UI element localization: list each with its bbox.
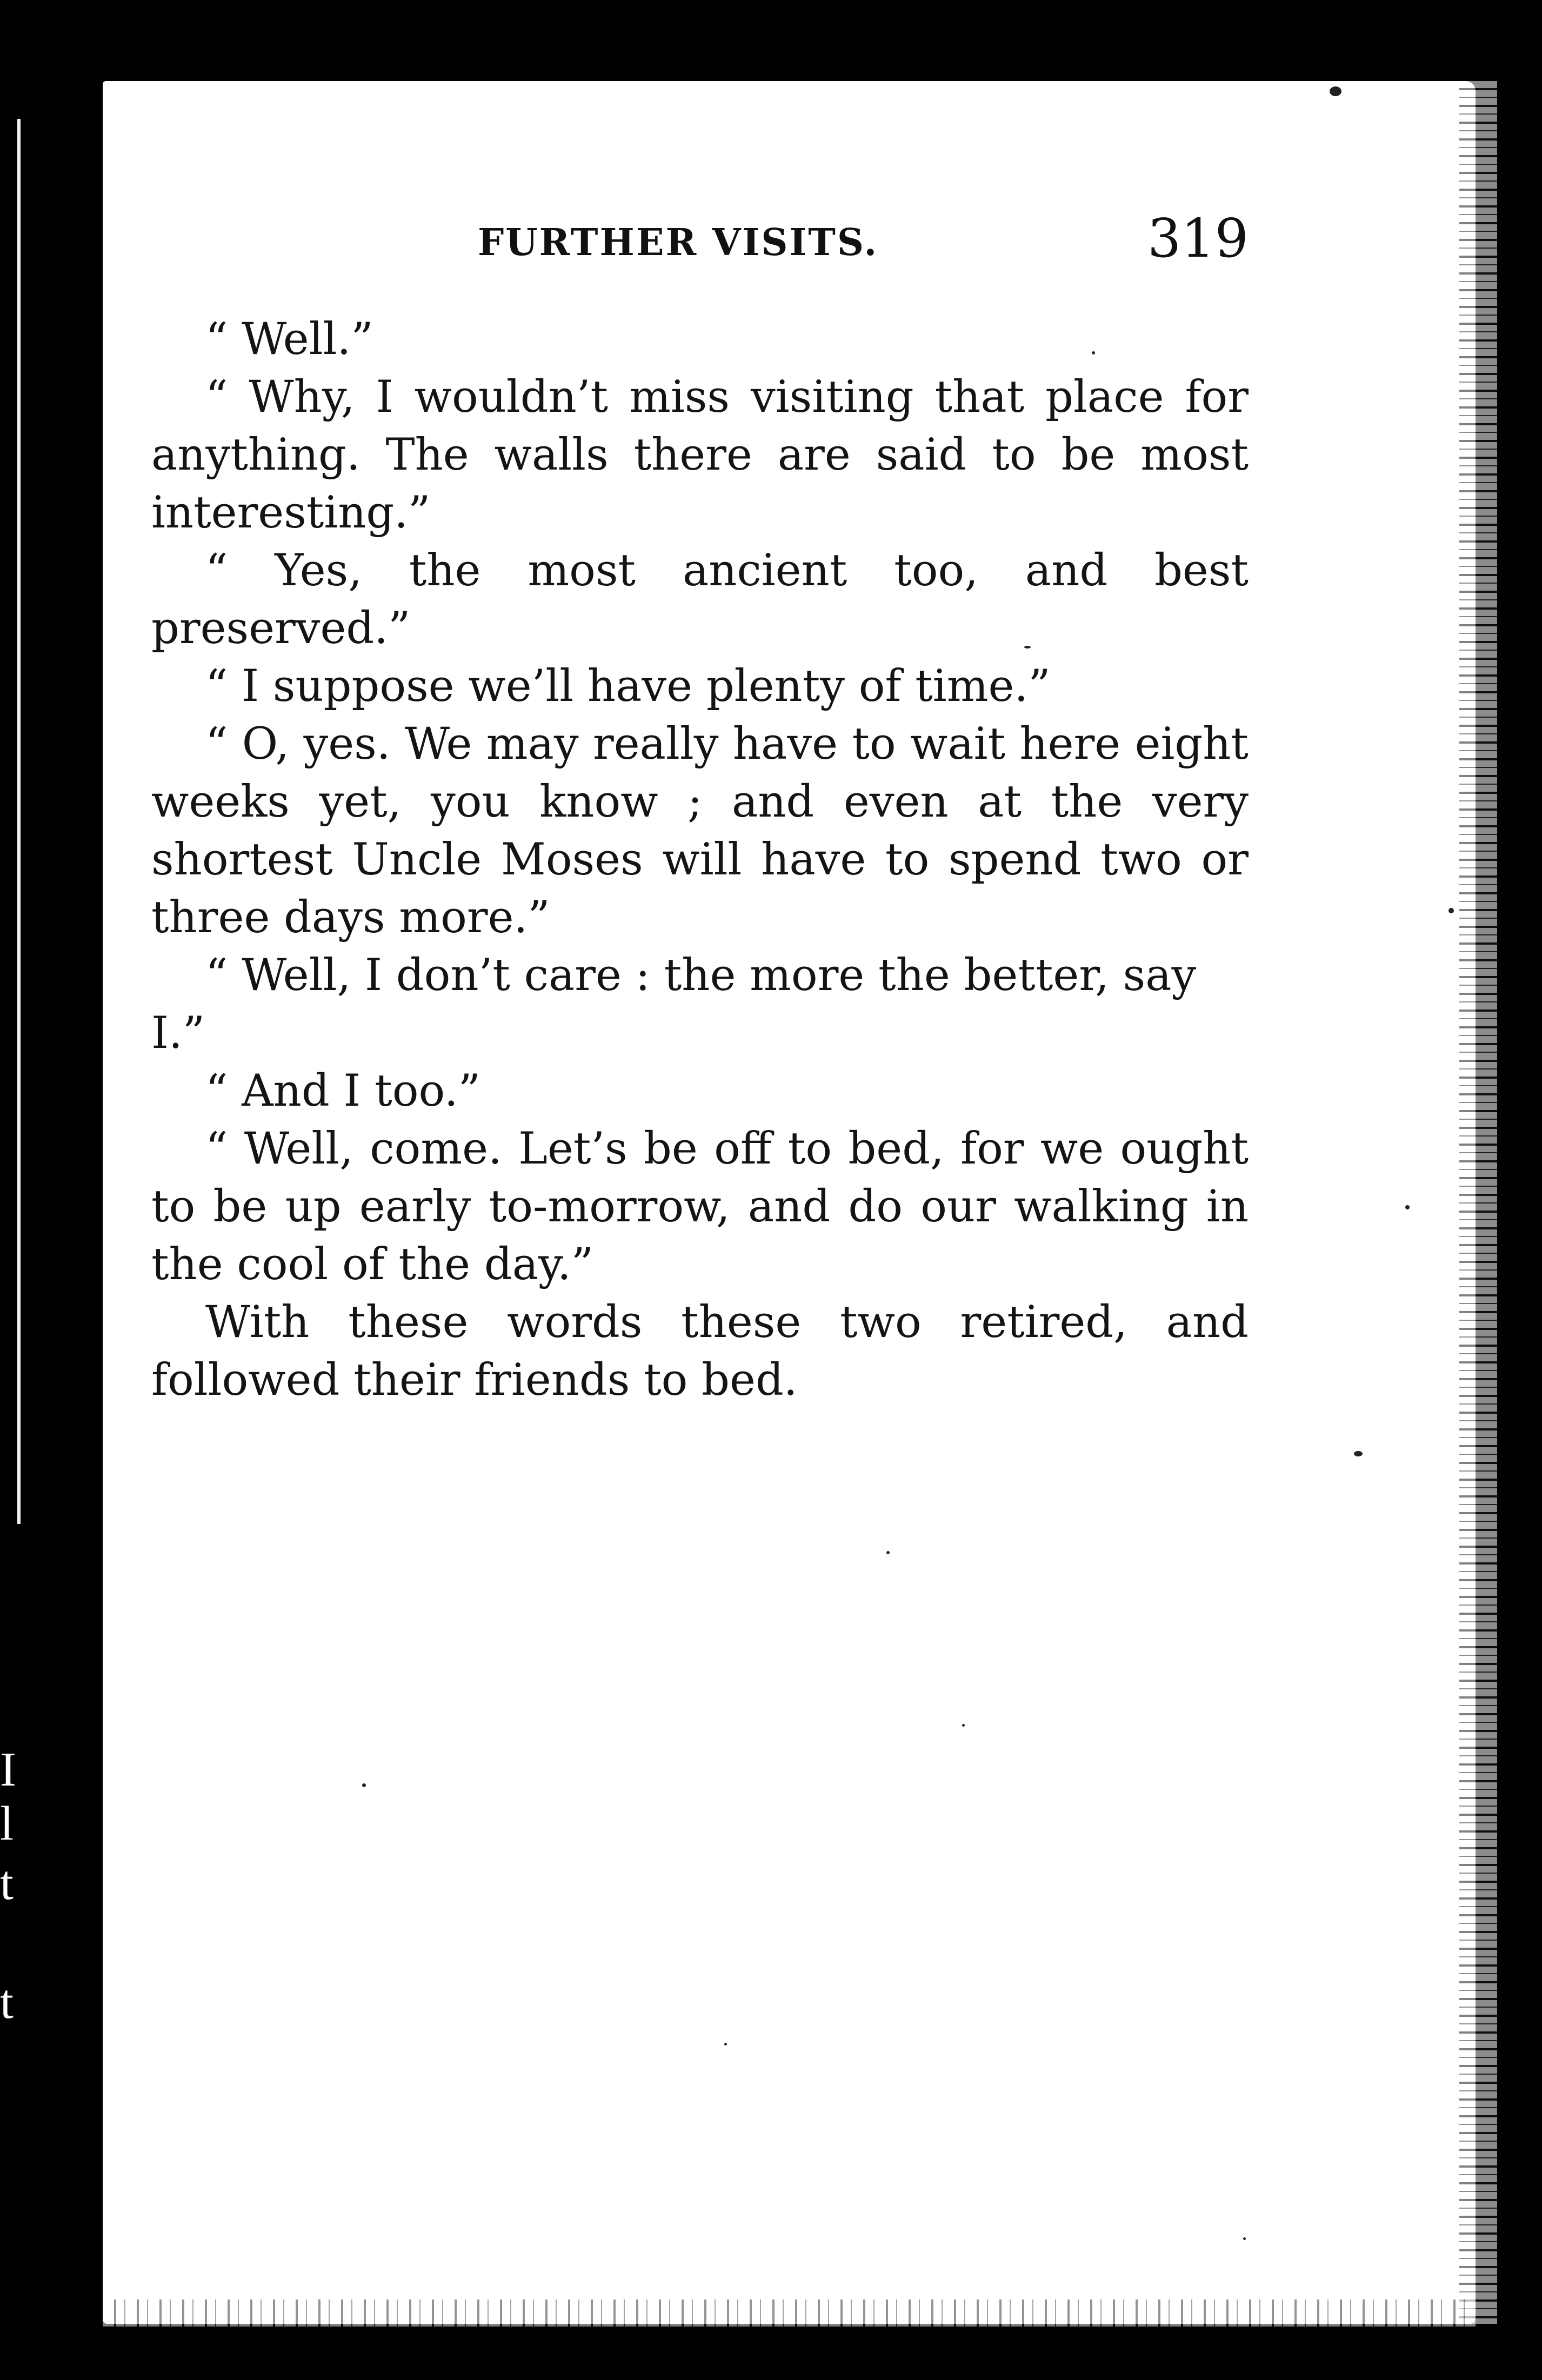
paragraph: “ And I too.” [205, 1066, 480, 1117]
left-margin-strip [0, 0, 76, 2380]
paragraph: “ O, yes. We may really have to wait here eight weeks yet, you know ; and even at the very shortest Uncle Moses will have to spend two or three days more.” [151, 719, 1249, 943]
margin-letter: l [0, 1797, 14, 1850]
speck [362, 1783, 366, 1787]
paragraph: “ Well, come. Let’s be off to bed, for we ought to be up early to-morrow, and do our walking in the cool of the day.” [151, 1124, 1249, 1290]
paragraph: “ Why, I wouldn’t miss visiting that place for anything. The walls there are said to be most interesting.” [151, 372, 1249, 538]
running-head: FURTHER VISITS. [478, 221, 879, 264]
speck [1448, 908, 1454, 913]
page-number: 319 [1147, 208, 1249, 270]
speck [886, 1551, 890, 1554]
page-header [151, 208, 1249, 284]
speck [1330, 86, 1341, 96]
page-edge-line [17, 119, 21, 1524]
paragraph: “ Well, I don’t care : the more the better, say I.” [151, 950, 1197, 1059]
page-right-edge [1459, 81, 1497, 2324]
paragraph: With these words these two retired, and followed their friends to bed. [151, 1297, 1249, 1406]
speck [1354, 1451, 1363, 1456]
body-text [151, 311, 1249, 1409]
page-bottom-edge [103, 2299, 1476, 2326]
speck [1243, 2237, 1246, 2240]
speck [724, 2043, 727, 2045]
paragraph: “ Yes, the most ancient too, and best preserved.” [151, 545, 1249, 654]
margin-letter: I [0, 1743, 16, 1796]
paragraph: “ I suppose we’ll have plenty of time.” [205, 661, 1051, 712]
margin-letter: t [0, 1856, 14, 1910]
speck [1405, 1205, 1410, 1209]
speck [962, 1724, 965, 1727]
paragraph: “ Well.” [205, 314, 373, 365]
margin-letter: t [0, 1975, 14, 2029]
